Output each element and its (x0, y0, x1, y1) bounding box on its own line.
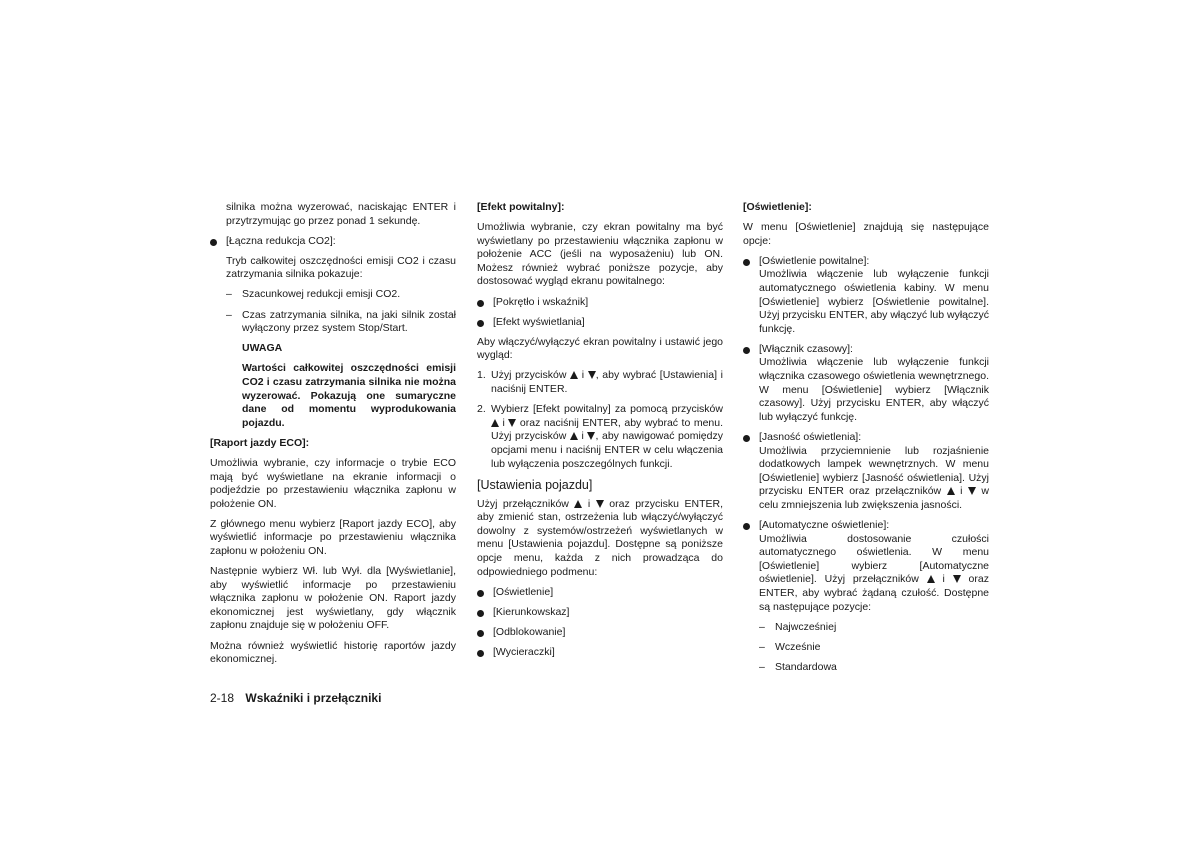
bullet-text: [Oświetlenie powitalne]: Umożliwia włączenie lub wyłączenie funkcji automatycznego oświetlenia kabiny. W menu [Oświetlenie] wybierz [Oświetlenie powitalne]. Użyj przycisku ENTER, aby włączyć lub wyłączyć funkcję. (759, 254, 989, 335)
paragraph: Można również wyświetlić historię raportów jazdy ekonomicznej. (210, 639, 456, 666)
bullet-text: [Łączna redukcja CO2]: (226, 234, 336, 247)
item-number: 1. (477, 369, 486, 382)
bullet-icon (743, 347, 750, 354)
text-run: oraz przycisku ENTER, aby zmienić stan, ostrzeżenia lub włączyć/wyłączyć dowolny z systemów/ostrzeżeń wyświetlanych w menu [Ustawienia pojazdu]. Dostępne są poniższe opcje menu, każda z nich prowadząca do odpowiedniego podmenu: (477, 497, 723, 578)
note-title: UWAGA (242, 342, 283, 355)
paragraph: Aby włączyć/wyłączyć ekran powitalny i ustawić jego wygląd: (477, 335, 723, 362)
bullet-item (743, 255, 989, 337)
paragraph: silnika można wyzerować, naciskając ENTER i przytrzymując go przez ponad 1 sekundę. (226, 201, 456, 227)
bullet-icon (477, 610, 484, 617)
bullet-item (477, 316, 723, 330)
bullet-item (210, 235, 456, 249)
paragraph: Z głównego menu wybierz [Raport jazdy ECO], aby wyświetlić informacje po przestawieniu włącznika zapłonu w położeniu ON. (210, 517, 456, 557)
down-triangle-icon (508, 419, 516, 427)
text-run: Użyj przycisków (491, 369, 567, 382)
column-3 (743, 201, 989, 681)
text-run: [Jasność oświetlenia]: Umożliwia przyciemnienie lub rozjaśnienie dodatkowych lampek wewnętrznych. W menu [Oświetlenie] wybierz [Jasność oświetlenia]. Użyj przycisku ENTER oraz przełączników (759, 430, 989, 498)
section-title: [Ustawienia pojazdu] (477, 477, 593, 492)
up-triangle-icon (947, 487, 955, 495)
bullet-icon (477, 320, 484, 327)
bullet-icon (210, 239, 217, 246)
up-triangle-icon (491, 419, 499, 427)
page-number: 2-18 (210, 691, 235, 705)
section-heading: [Oświetlenie]: (743, 201, 812, 213)
bullet-item (477, 296, 723, 310)
bullet-text: [Odblokowanie] (493, 625, 566, 638)
dash-item (210, 309, 456, 336)
note-text: Wartości całkowitej oszczędności emisji CO2 i czasu zatrzymania silnika nie można wyzerować. Pokazują one sumaryczne dane od momentu wyprodukowania pojazdu. (242, 362, 456, 429)
bullet-text: [Wycieraczki] (493, 645, 555, 658)
bullet-icon (743, 259, 750, 266)
numbered-item (477, 403, 723, 471)
bullet-text: [Pokrętło i wskaźnik] (493, 295, 589, 308)
up-triangle-icon (574, 500, 582, 508)
text-run: oraz ENTER, aby wybrać żądaną czułość. Dostępne są następujące pozycje: (759, 573, 989, 613)
paragraph: Tryb całkowitej oszczędności emisji CO2 i czasu zatrzymania silnika pokazuje: (226, 254, 456, 281)
bullet-item (743, 431, 989, 513)
text-run: i (581, 369, 585, 382)
dash-item (743, 661, 989, 675)
dash-icon: – (759, 660, 765, 673)
up-triangle-icon (927, 575, 935, 583)
numbered-text (477, 403, 723, 471)
bullet-text: [Efekt wyświetlania] (493, 315, 585, 328)
dash-item (743, 621, 989, 635)
numbered-item (477, 369, 723, 396)
paragraph: Umożliwia wybranie, czy informacje o trybie ECO mają być wyświetlane na ekranie informacji o podjeździe po przestawieniu włącznika zapłonu w położenie ON. (210, 456, 456, 510)
numbered-text (477, 369, 723, 396)
dash-icon: – (759, 620, 765, 633)
bullet-item (477, 606, 723, 620)
text-run: i (942, 573, 945, 586)
section-heading: [Raport jazdy ECO]: (210, 436, 310, 449)
dash-icon: – (759, 640, 765, 653)
bullet-icon (743, 523, 750, 530)
dash-item (210, 288, 456, 302)
paragraph: Umożliwia wybranie, czy ekran powitalny ma być wyświetlany po przestawieniu włącznika zapłonu w położenie ACC (jeśli na wyposażeniu) lub ON. Możesz również wybrać poniższe pozycje, aby dostosować wygląd ekranu powitalnego: (477, 221, 723, 288)
bullet-icon (477, 590, 484, 597)
column-2 (477, 201, 723, 666)
down-triangle-icon (588, 371, 596, 379)
text-run: , aby nawigować pomiędzy opcjami menu i naciśnij ENTER w celu włączenia lub wyłączenia poszczególnych funkcji. (491, 430, 723, 470)
text-run: w celu zmniejszenia lub zwiększenia jasności. (759, 485, 990, 511)
bullet-icon (743, 435, 750, 442)
down-triangle-icon (596, 500, 604, 508)
page-footer (210, 691, 381, 705)
text-run: i (960, 485, 963, 498)
text-run: oraz naciśnij ENTER, aby wybrać to menu. Użyj przycisków (491, 416, 724, 443)
bullet-text: [Włącznik czasowy]: Umożliwia włączenie lub wyłączenie funkcji włącznika czasowego oświetlenia wewnętrznego. W menu [Oświetlenie] wybierz [Włącznik czasowy]. Użyj przycisku ENTER, aby włączyć lub wyłączyć funkcję. (759, 342, 989, 423)
dash-icon: – (226, 288, 232, 301)
bullet-item (743, 343, 989, 425)
dash-text: Szacunkowej redukcji emisji CO2. (242, 288, 401, 301)
paragraph (477, 498, 723, 580)
bullet-text: [Kierunkowskaz] (493, 605, 570, 618)
bullet-icon (477, 630, 484, 637)
down-triangle-icon (953, 575, 961, 583)
dash-text: Czas zatrzymania silnika, na jaki silnik został wyłączony przez system Stop/Start. (242, 308, 456, 335)
dash-icon: – (226, 308, 232, 321)
text-run: , aby wybrać [Ustawienia] i naciśnij ENTER. (491, 369, 723, 396)
text-run: i (502, 416, 505, 429)
up-triangle-icon (570, 371, 578, 379)
text-run: Użyj przełączników (477, 497, 569, 510)
bullet-item (477, 586, 723, 600)
text-run: i (581, 430, 584, 443)
up-triangle-icon (570, 432, 578, 440)
down-triangle-icon (968, 487, 976, 495)
bullet-item (477, 646, 723, 660)
section-title: Wskaźniki i przełączniki (245, 691, 382, 705)
bullet-item (743, 519, 989, 614)
bullet-icon (477, 300, 484, 307)
bullet-text (743, 519, 989, 614)
dash-item (743, 641, 989, 655)
dash-text: Wcześnie (775, 640, 821, 653)
bullet-item (477, 626, 723, 640)
bullet-icon (477, 650, 484, 657)
text-run: i (587, 497, 591, 510)
text-run: [Automatyczne oświetlenie]: Umożliwia dostosowanie czułości automatycznego oświetlenia. W menu [Oświetlenie] wybierz [Automatyczne oświetlenie]. Użyj przełączników (759, 518, 989, 586)
text-run: Wybierz [Efekt powitalny] za pomocą przycisków (491, 403, 723, 416)
bullet-text: [Oświetlenie] (493, 585, 554, 598)
item-number: 2. (477, 403, 486, 416)
dash-text: Najwcześniej (775, 620, 837, 633)
paragraph: W menu [Oświetlenie] znajdują się następujące opcje: (743, 221, 989, 247)
column-1 (210, 201, 456, 673)
section-heading: [Efekt powitalny]: (477, 201, 565, 213)
dash-text: Standardowa (775, 660, 837, 673)
paragraph: Następnie wybierz Wł. lub Wył. dla [Wyświetlanie], aby wyświetlić informacje po przestawieniu włącznika zapłonu w położenie ON. Raport jazdy ekonomicznej jest wyświetlany, gdy włącznik zapłonu znajduje się w położeniu OFF. (210, 565, 456, 632)
bullet-text (743, 431, 989, 513)
